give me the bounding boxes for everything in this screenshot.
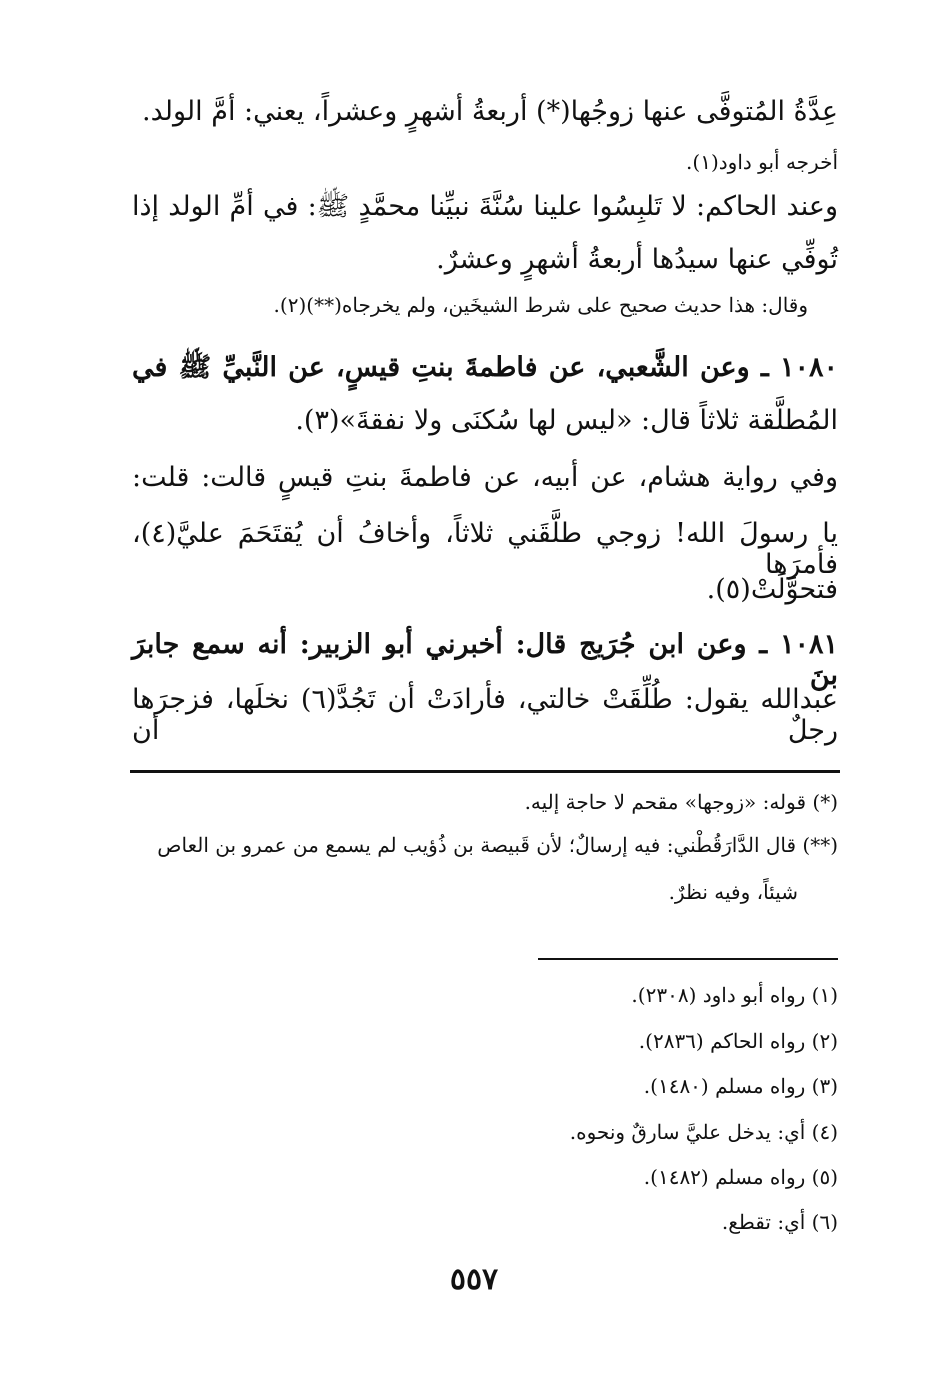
footnotes-separator: [538, 958, 838, 960]
main-line-2: وعند الحاكم: لا تَلبِسُوا علينا سُنَّةَ نبيِّنا محمَّدٍ ﷺ: في أمِّ الولد إذا: [132, 191, 838, 222]
footnote-6: (٦) أي: تقطع.: [721, 1210, 838, 1234]
editor-note-1: (*) قوله: «زوجها» مقحم لا حاجة إليه.: [524, 790, 838, 814]
footnote-1: (١) رواه أبو داود (٢٣٠٨).: [631, 983, 838, 1007]
hadith-1080-line-2: المُطلَّقة ثلاثاً قال: «ليس لها سُكنَى ولا نفقةَ»(٣).: [295, 405, 838, 436]
main-line-1: عِدَّةُ المُتوفَّى عنها زوجُها(*) أربعةُ أشهرٍ وعشراً، يعني: أمَّ الولد.: [142, 96, 838, 127]
footnote-5: (٥) رواه مسلم (١٤٨٢).: [643, 1165, 838, 1189]
page-number: ٥٥٧: [449, 1262, 499, 1297]
footnote-4: (٤) أي: يدخل عليَّ سارقٌ ونحوه.: [569, 1120, 838, 1144]
hadith-1080-line-3: وفي رواية هشام، عن أبيه، عن فاطمةَ بنتِ قيسٍ قالت: قلت:: [132, 462, 838, 493]
hadith-1080-line-4: يا رسولَ الله! زوجي طلَّقَني ثلاثاً، وأخافُ أن يُقتَحَمَ عليَّ(٤)، فأمرَها: [132, 518, 838, 580]
hadith-1080-line-5: فتحوَّلَتْ(٥).: [706, 574, 838, 605]
hadith-1081-line-2: عبدالله يقول: طُلِّقَتْ خالتي، فأرادَتْ أن تَجُدَّ(٦) نخلَها، فزجرَها رجلٌ أن: [132, 684, 838, 746]
main-line-3: تُوفِّي عنها سيدُها أربعةُ أشهرٍ وعشرٌ.: [436, 244, 838, 275]
hadith-1081-line-1: ١٠٨١ ـ وعن ابن جُرَيج قال: أخبرني أبو الزبير: أنه سمع جابرَ بنَ: [132, 629, 838, 691]
editor-note-2: (**) قال الدَّارَقُطْني: فيه إرسالٌ؛ لأن قَبيصة بن ذُؤيب لم يسمع من عمرو بن العاص: [157, 833, 838, 857]
notes-separator: [130, 770, 840, 773]
footnote-2: (٢) رواه الحاكم (٢٨٣٦).: [638, 1029, 838, 1053]
hadith-1080-line-1: ١٠٨٠ ـ وعن الشَّعبي، عن فاطمةَ بنتِ قيسٍ، عن النَّبيِّ ﷺ في: [132, 352, 839, 383]
source-line-1: أخرجه أبو داود(١).: [686, 150, 838, 174]
source-line-2: وقال: هذا حديث صحيح على شرط الشيخَين، ولم يخرجاه(**)(٢).: [273, 293, 808, 317]
editor-note-3: شيئاً، وفيه نظرٌ.: [668, 880, 798, 904]
footnote-3: (٣) رواه مسلم (١٤٨٠).: [643, 1074, 838, 1098]
